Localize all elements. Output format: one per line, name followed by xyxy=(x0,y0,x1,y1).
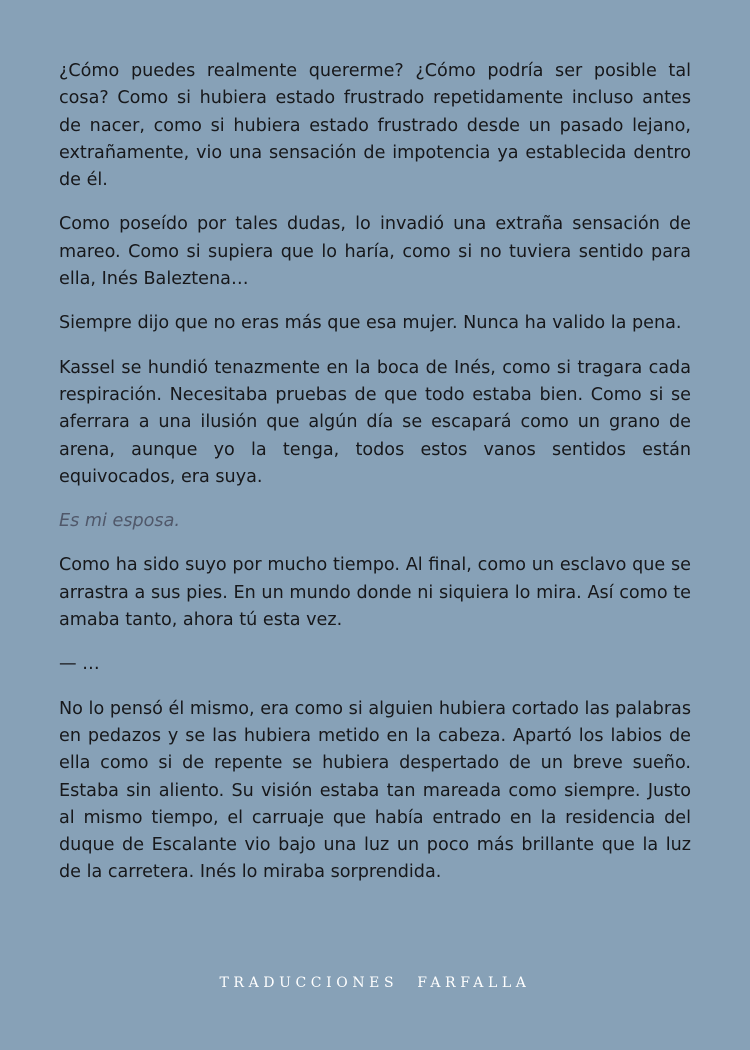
footer-credit: TRADUCCIONES FARFALLA xyxy=(219,975,531,991)
paragraph-1: ¿Cómo puedes realmente quererme? ¿Cómo podría ser posible tal cosa? Como si hubiera estado frustrado repetidamente incluso antes de nacer, como si hubiera estado frustrado desde un pasado lejano, extrañamente, vio una sensación de impotencia ya establecida dentro de él. xyxy=(59,61,691,191)
page-body xyxy=(59,58,691,904)
paragraph-4: Kassel se hundió tenazmente en la boca de Inés, como si tragara cada respiración. Necesitaba pruebas de que todo estaba bien. Como si se aferrara a una ilusión que algún día se escapará como un grano de arena, aunque yo la tenga, todos estos vanos sentidos están equivocados, era suya. xyxy=(59,357,691,487)
paragraph-5-italic: Es mi esposa. xyxy=(59,511,180,532)
paragraph-2: Como poseído por tales dudas, lo invadió una extraña sensación de mareo. Como si supiera que lo haría, como si no tuviera sentido para ella, Inés Baleztena… xyxy=(59,214,691,290)
paragraph-8: No lo pensó él mismo, era como si alguien hubiera cortado las palabras en pedazos y se las hubiera metido en la cabeza. Apartó los labios de ella como si de repente se hubiera despertado de un breve sueño. Estaba sin aliento. Su visión estaba tan mareada como siempre. Justo al mismo tiempo, el carruaje que había entrado en la residencia del duque de Escalante vio bajo una luz un poco más brillante que la luz de la carretera. Inés lo miraba sorprendida. xyxy=(59,698,691,883)
paragraph-3: Siempre dijo que no eras más que esa mujer. Nunca ha valido la pena. xyxy=(59,313,682,334)
paragraph-7-dialogue: — … xyxy=(59,654,100,675)
paragraph-6: Como ha sido suyo por mucho tiempo. Al final, como un esclavo que se arrastra a sus pies. En un mundo donde ni siquiera lo mira. Así como te amaba tanto, ahora tú esta vez. xyxy=(59,555,691,631)
